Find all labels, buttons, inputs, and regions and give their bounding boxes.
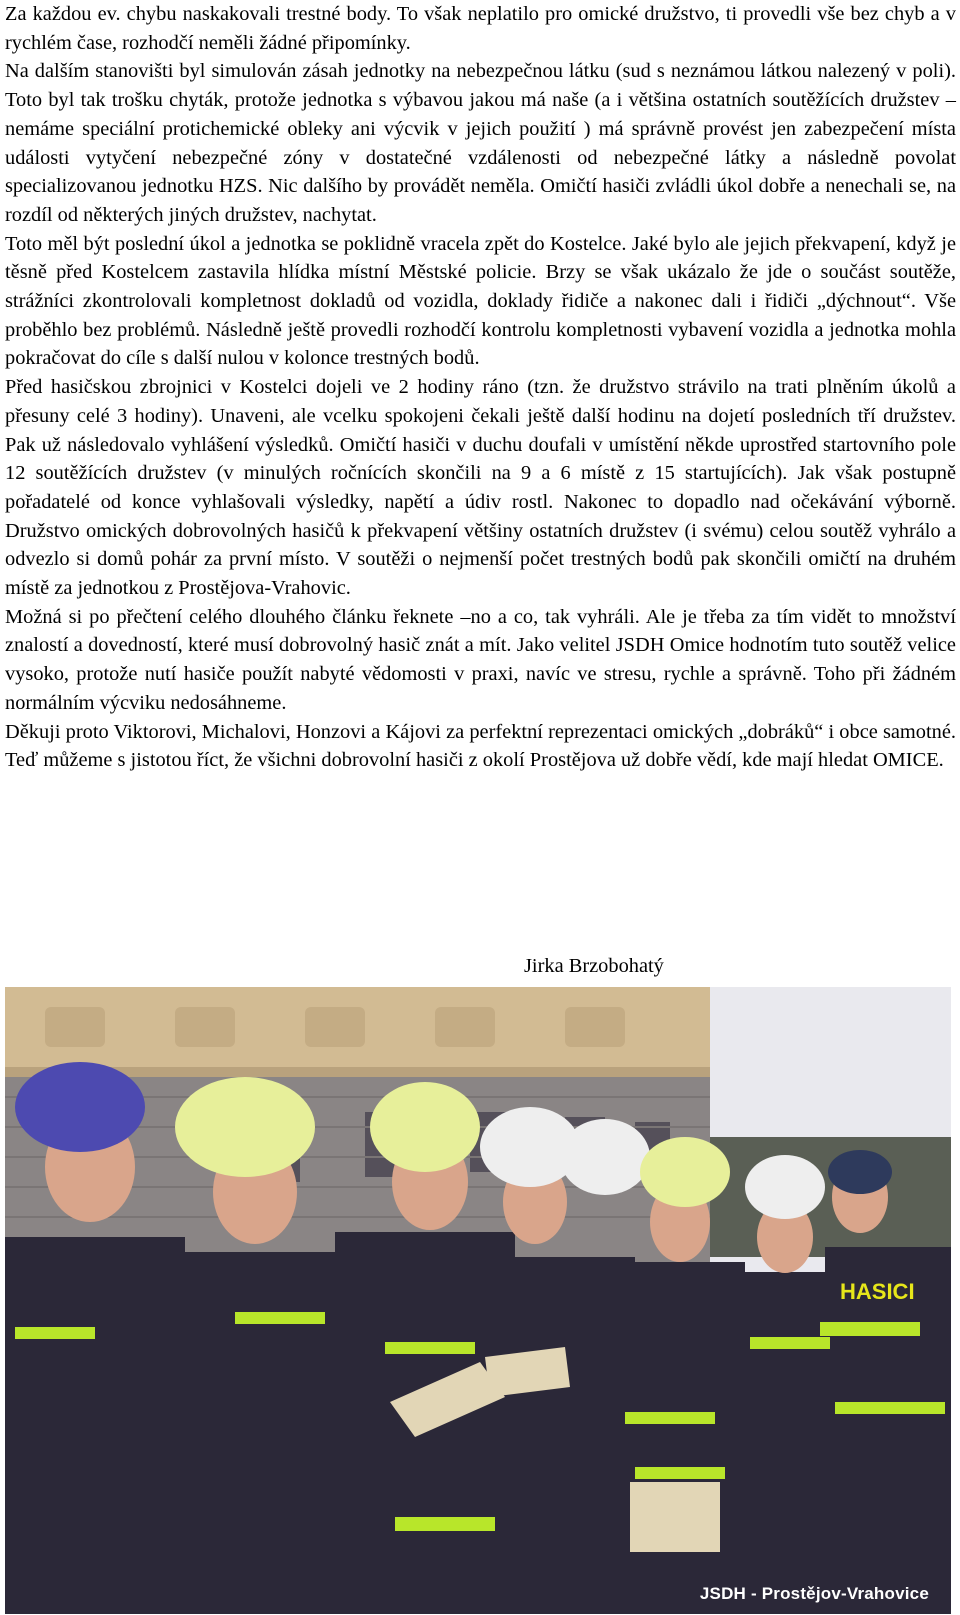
hasici-jacket-print: HASICI — [840, 1279, 915, 1304]
photo-watermark: JSDH - Prostějov-Vrahovice — [699, 1584, 929, 1603]
paragraph-commander-evaluation: Možná si po přečtení celého dlouhého článku řeknete –no a co, tak vyhráli. Ale je třeba za tím vidět to množství znalostí a dovedností, které musí dobrovolný hasič znát a mít. Jako velitel JSDH Omice hodnotím tuto soutěž velice vysoko, protože nutí hasiče použít nabyté vědomosti v praxi, navíc ve stresu, rychle a správně. Toho při žádném normálním výcviku nedosáhneme. — [5, 605, 956, 714]
paragraph-results: Před hasičskou zbrojnici v Kostelci dojeli ve 2 hodiny ráno (tzn. že družstvo strávilo na trati plněním úkolů a přesuny celé 3 hodiny). Unaveni, ale vcelku spokojeni čekali ještě další hodinu na dojetí posledních tří družstev. Pak už následovalo vyhlášení výsledků. Omičtí hasiči v duchu doufali v umístění někde uprostřed startovního pole 12 soutěžících družstev (v minulých ročnících skončili na 9 a 6 místě z 15 startujících). Jak však postupně pořadatelé od konce vyhlašovali výsledky, napětí a údiv rostl. Nakonec to dopadlo nad očekávání výborně. Družstvo omických dobrovolných hasičů k překvapení většiny ostatních družstev (i svému) celou soutěž vyhrálo a odvezlo si domů pohár za první místo. V soutěži o nejmenší počet trestných bodů pak skončili omičtí na druhém místě za jednotkou z Prostějova-Vrahovic. — [5, 376, 956, 600]
article-body — [5, 0, 956, 775]
paragraph-thanks: Děkuji proto Viktorovi, Michalovi, Honzovi a Kájovi za perfektní reprezentaci omických „dobráků“ i obce samotné. Teď můžeme s jistotou říct, že všichni dobrovolní hasiči z okolí Prostějova už dobře vědí, kde mají hledat OMICE. — [5, 720, 956, 772]
paragraph-police-check: Toto měl být poslední úkol a jednotka se poklidně vracela zpět do Kostelce. Jaké bylo ale jejich překvapení, když je těsně před Kostelcem zastavila hlídka místní Městské policie. Brzy se však ukázalo že jde o součást soutěže, strážníci zkontrolovali kompletnost dokladů od vozidla, doklady řidiče a nakonec dali i řidiči „dýchnout“. Vše proběhlo bez problémů. Následně ještě provedli rozhodčí kontrolu kompletnosti vybavení vozidla a jednotka mohla pokračovat do cíle s další nulou v kolonce trestných bodů. — [5, 232, 956, 370]
paragraph-hazardous-substance: Na dalším stanovišti byl simulován zásah jednotky na nebezpečnou látku (sud s neznámou látkou nalezený v poli). Toto byl tak trošku chyták, protože jednotka s výbavou jakou má naše (a i většina ostatních soutěžících družstev – nemáme speciální protichemické obleky ani výcvik v jejich použití ) má správně provést jen zabezpečení místa události vytyčení nebezpečné zóny v dostatečné vzdálenosti od nebezpečné látky a následně povolat specializovanou jednotku HZS. Nic dalšího by provádět neměla. Omičtí hasiči zvládli úkol dobře a nenechali se, na rozdíl od některých jiných družstev, nachytat. — [5, 60, 956, 226]
firefighters-photo — [5, 987, 951, 1614]
author-signature: Jirka Brzobohatý — [524, 955, 664, 977]
firefighters-photo-illustration — [5, 987, 951, 1614]
paragraph-penalty-points: Za každou ev. chybu naskakovali trestné body. To však neplatilo pro omické družstvo, ti provedli vše bez chyb a v rychlém čase, rozhodčí neměli žádné připomínky. — [5, 3, 956, 54]
